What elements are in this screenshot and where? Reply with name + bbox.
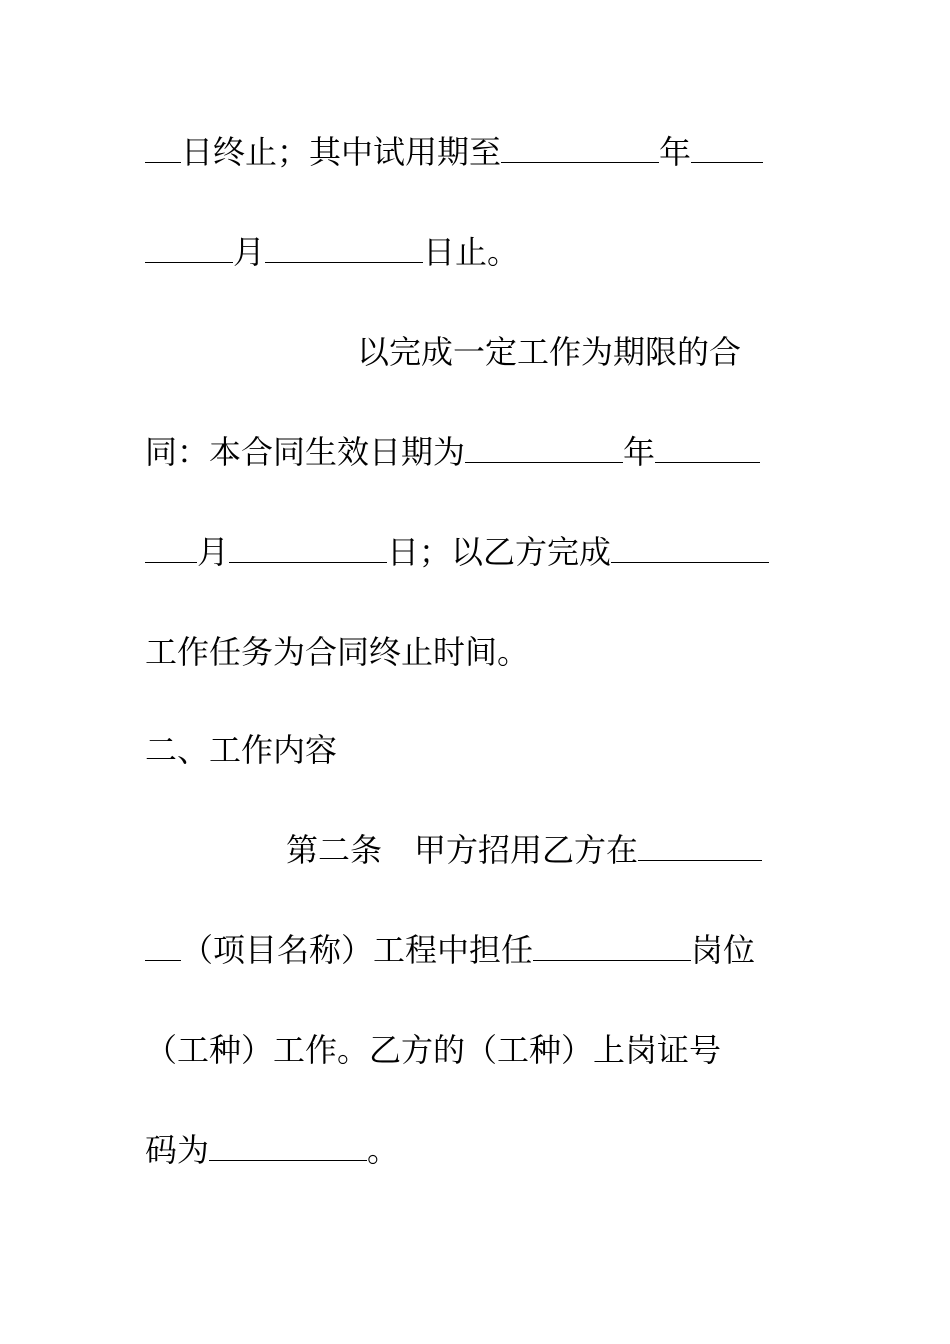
- line-text: 。: [367, 1131, 400, 1169]
- fill-in-blank[interactable]: [691, 128, 763, 163]
- document-line: [145, 1026, 795, 1074]
- fill-in-blank[interactable]: [145, 228, 233, 263]
- fill-in-blank[interactable]: [638, 826, 762, 861]
- line-text: 日终止；其中试用期至: [181, 133, 502, 171]
- document-line: [286, 826, 796, 874]
- fill-in-blank[interactable]: [501, 128, 659, 163]
- fill-in-blank[interactable]: [265, 228, 423, 263]
- document-line: [145, 528, 795, 576]
- line-text: 工作任务为合同终止时间。: [145, 633, 530, 671]
- document-line: [145, 628, 795, 676]
- line-text: 岗位: [691, 931, 756, 969]
- line-text: 年: [623, 433, 656, 471]
- fill-in-blank[interactable]: [229, 528, 387, 563]
- fill-in-blank[interactable]: [611, 528, 769, 563]
- document-line: [145, 428, 795, 476]
- line-text: 以完成一定工作为期限的合: [357, 333, 742, 371]
- line-text: （工种）工作。乙方的（工种）上岗证号: [145, 1031, 722, 1069]
- line-text: 日；以乙方完成: [387, 533, 612, 571]
- document-line: [145, 926, 795, 974]
- document-line: [357, 328, 787, 376]
- line-text: （项目名称）工程中担任: [181, 931, 534, 969]
- section-heading: [145, 726, 795, 774]
- line-text: 月: [197, 533, 230, 571]
- line-text: 第二条 甲方招用乙方在: [286, 831, 639, 869]
- fill-in-blank[interactable]: [145, 926, 181, 961]
- line-text: 码为: [145, 1131, 210, 1169]
- line-text: 同：本合同生效日期为: [145, 433, 466, 471]
- fill-in-blank[interactable]: [209, 1126, 367, 1161]
- line-text: 年: [659, 133, 692, 171]
- fill-in-blank[interactable]: [655, 428, 760, 463]
- fill-in-blank[interactable]: [145, 128, 181, 163]
- fill-in-blank[interactable]: [533, 926, 691, 961]
- line-text: 月: [233, 233, 266, 271]
- document-line: [145, 128, 795, 176]
- line-text: 日止。: [423, 233, 520, 271]
- fill-in-blank[interactable]: [465, 428, 623, 463]
- line-text: 二、工作内容: [145, 731, 338, 769]
- document-line: [145, 228, 795, 276]
- document-line: [145, 1126, 795, 1174]
- fill-in-blank[interactable]: [145, 528, 197, 563]
